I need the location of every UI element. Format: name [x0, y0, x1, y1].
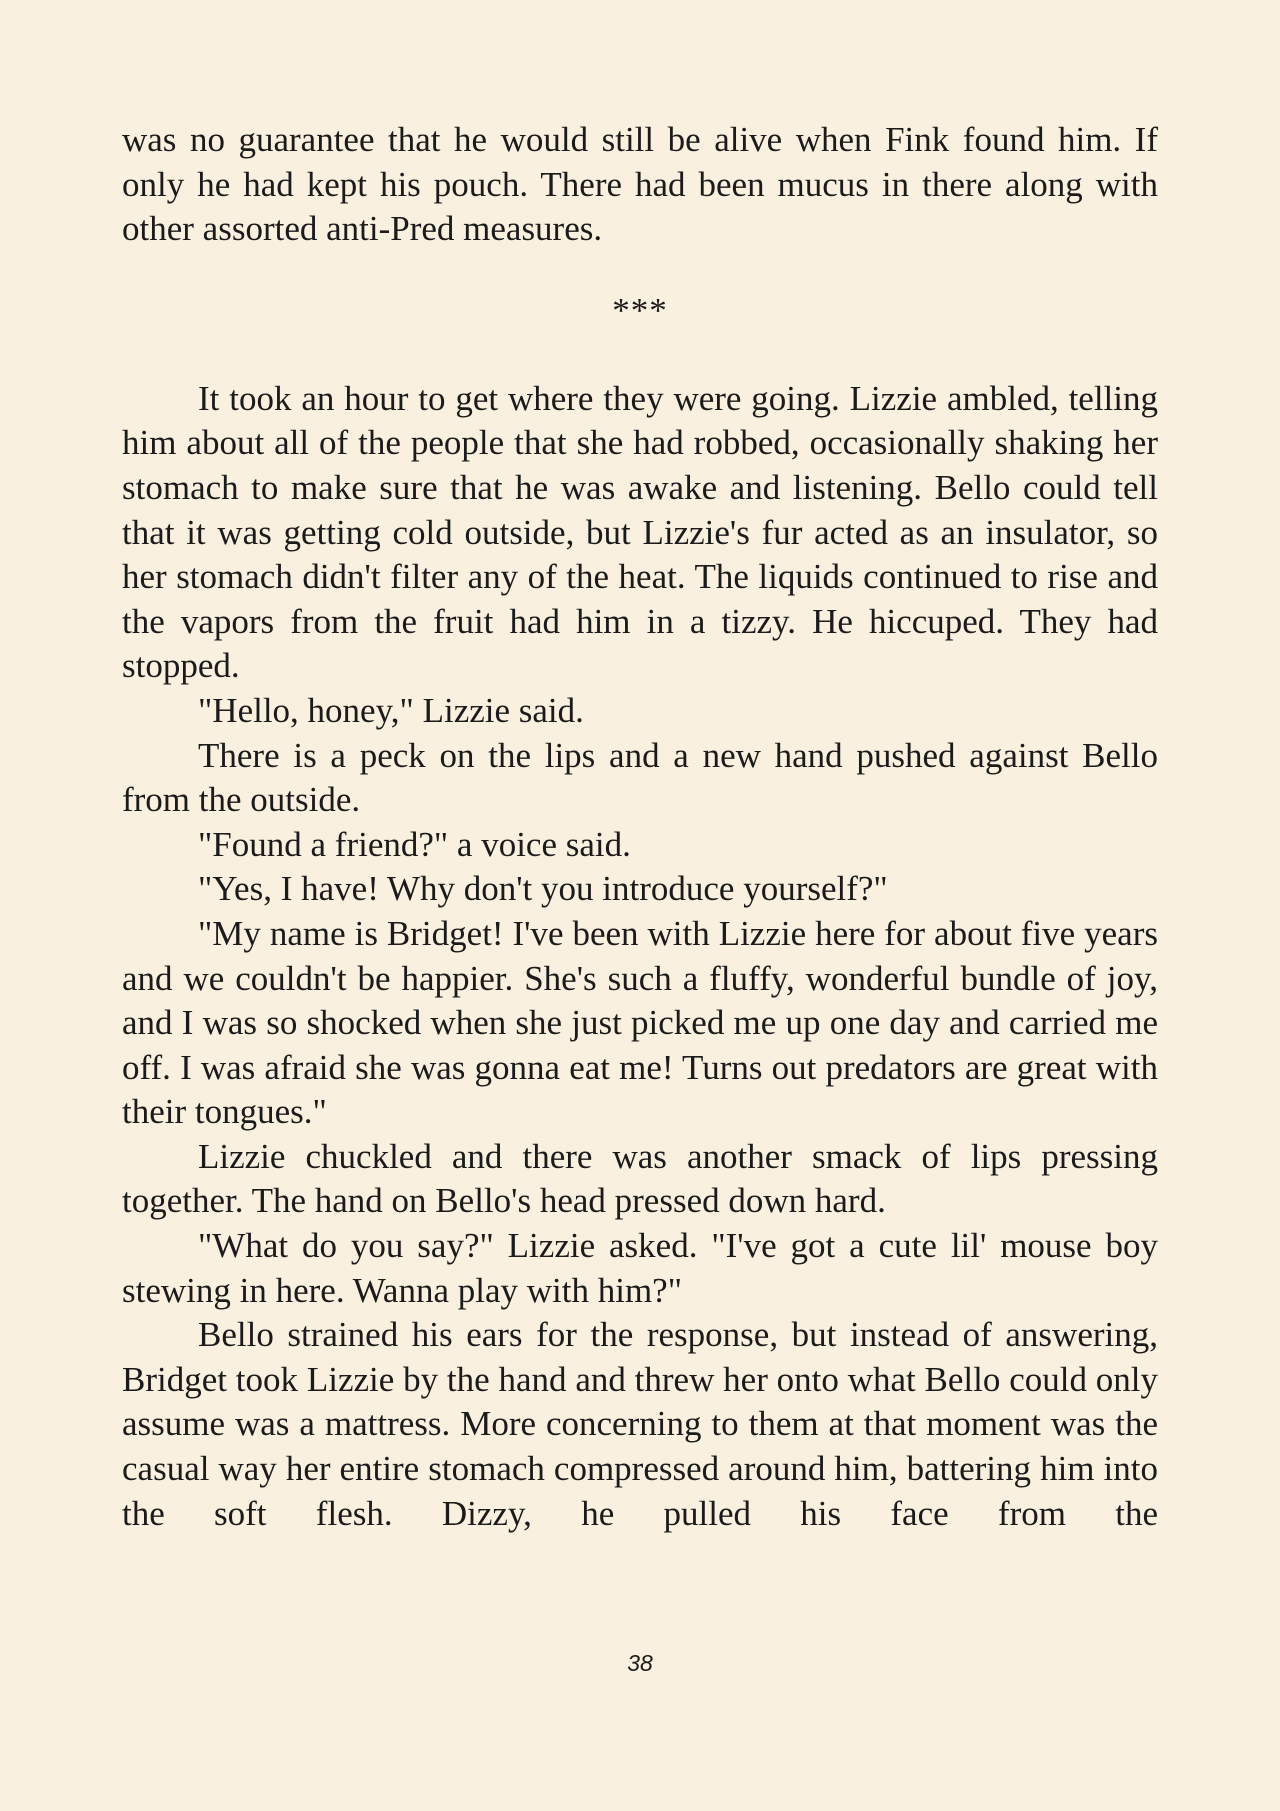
- paragraph-6: "My name is Bridget! I've been with Lizzie here for about five years and we couldn't be happier. She's such a fluffy, wonderful bundle of joy, and I was so shocked when she just picked me up one day and carried me off. I was afraid she was gonna eat me! Turns out predators are great with their tongues.": [122, 913, 1158, 1132]
- scene-break: ***: [612, 290, 668, 330]
- page-number: 38: [627, 1650, 653, 1676]
- page-body: [122, 118, 1158, 1536]
- opening-paragraph: was no guarantee that he would still be alive when Fink found him. If only he had kept his pouch. There had been mucus in there along with other assorted anti-Pred measures.: [122, 120, 1158, 249]
- paragraph-8: "What do you say?" Lizzie asked. "I've got a cute lil' mouse boy stewing in here. Wanna play with him?": [122, 1226, 1158, 1310]
- paragraph-4: "Found a friend?" a voice said.: [198, 824, 631, 864]
- paragraph-9: Bello strained his ears for the response, but instead of answering, Bridget took Lizzie by the hand and threw her onto what Bello could only assume was a mattress. More concerning to them at that moment was the casual way her entire stomach compressed around him, battering him into the soft flesh. Dizzy, he pulled his face from the: [122, 1315, 1158, 1533]
- paragraph-1: It took an hour to get where they were going. Lizzie ambled, telling him about all of the people that she had robbed, occasionally shaking her stomach to make sure that he was awake and listening. Bello could tell that it was getting cold outside, but Lizzie's fur acted as an insulator, so her stomach didn't filter any of the heat. The liquids continued to rise and the vapors from the fruit had him in a tizzy. He hiccuped. They had stopped.: [122, 378, 1158, 686]
- paragraph-3: There is a peck on the lips and a new hand pushed against Bello from the outside.: [122, 735, 1158, 820]
- paragraph-5: "Yes, I have! Why don't you introduce yourself?": [198, 869, 888, 909]
- paragraph-2: "Hello, honey," Lizzie said.: [198, 690, 584, 730]
- paragraph-7: Lizzie chuckled and there was another smack of lips pressing together. The hand on Bello's head pressed down hard.: [122, 1136, 1158, 1221]
